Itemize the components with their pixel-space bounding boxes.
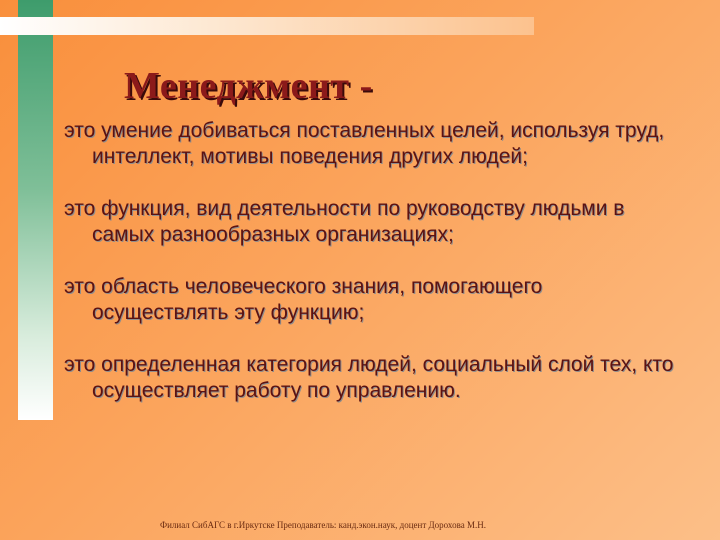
definition-item-1: это умение добиваться поставленных целей, используя труд, интеллект, мотивы поведения других людей; (64, 119, 665, 168)
definition-list (64, 118, 684, 430)
definition-item-4: это определенная категория людей, социальный слой тех, кто осуществляет работу по управлению. (64, 353, 674, 402)
definition-item-2: это функция, вид деятельности по руководству людьми в самых разнообразных организациях; (64, 197, 625, 246)
decorative-top-bar (0, 17, 534, 35)
decorative-side-bar (18, 0, 53, 420)
slide-footer: Филиал СибАГС в г.Иркутске Преподаватель: канд.экон.наук, доцент Дорохова М.Н. (160, 520, 486, 530)
slide-title: Менеджмент - (124, 65, 373, 107)
definition-item-3: это область человеческого знания, помогающего осуществлять эту функцию; (64, 275, 543, 324)
